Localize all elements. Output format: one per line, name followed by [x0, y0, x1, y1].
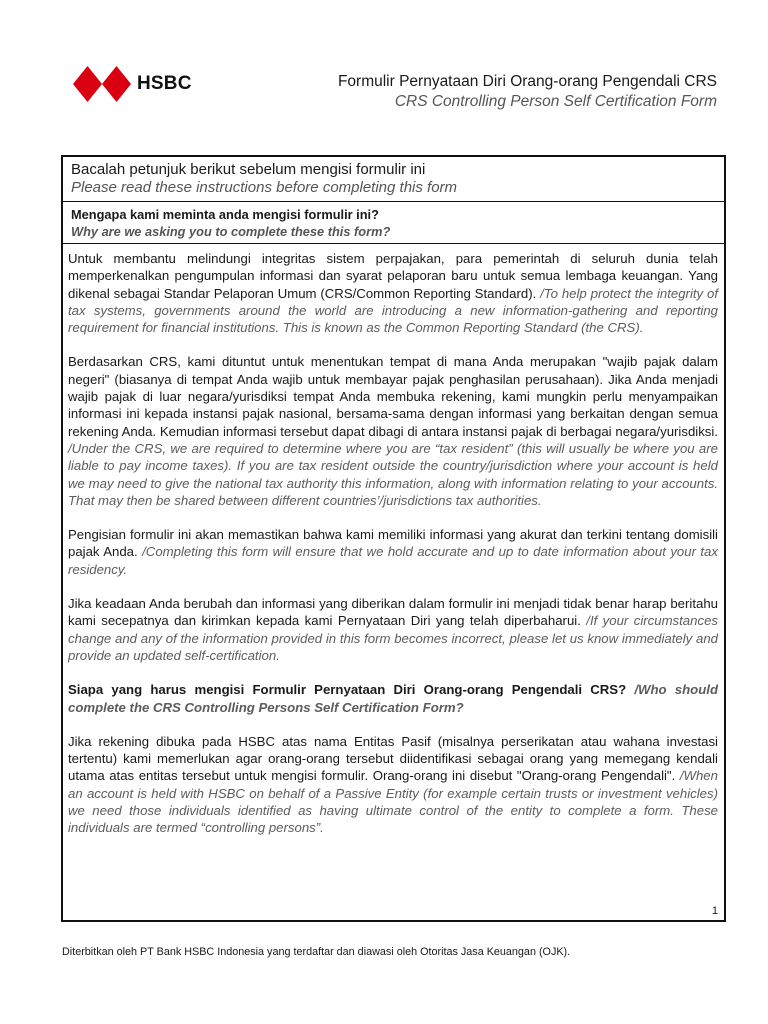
- paragraph-2-en: /Under the CRS, we are required to determine where you are “tax resident” (this will usually be where you are liable to pay income taxes). If you are tax resident outside the country/jurisdiction where your account is held we may need to give the national tax authority this information, along with information relating to your accounts. That may then be shared between different countries’/jurisdictions tax authorities.: [68, 440, 718, 508]
- heading-en: Please read these instructions before completing this form: [71, 179, 458, 196]
- form-title: [257, 72, 717, 112]
- heading-id: Bacalah petunjuk berikut sebelum mengisi formulir ini: [71, 161, 426, 178]
- why-heading: [63, 202, 724, 244]
- paragraph-4-id: Jika keadaan Anda berubah dan informasi yang diberikan dalam formulir ini menjadi tidak benar harap beritahu kami secepatnya dan kirimkan kepada kami Pernyataan Diri yang telah diperbaharui.: [68, 596, 718, 629]
- paragraph-1: [68, 250, 718, 336]
- instructions-box: [61, 155, 726, 922]
- paragraph-3-id: Pengisian formulir ini akan memastikan bahwa kami memiliki informasi yang akurat dan terkini tentang domisili pajak Anda.: [68, 527, 718, 560]
- form-title-id: Formulir Pernyataan Diri Orang-orang Pengendali CRS: [337, 73, 717, 90]
- paragraph-5-en: /When an account is held with HSBC on behalf of a Passive Entity (for example certain trusts or investment vehicles) we need those individuals identified as having ultimate control of the entity to complete a form. These individuals are termed “controlling persons”.: [68, 768, 718, 836]
- instructions-heading: [63, 157, 724, 202]
- who-heading-id: Siapa yang harus mengisi Formulir Pernyataan Diri Orang-orang Pengendali CRS?: [68, 682, 627, 698]
- paragraph-4: [68, 595, 718, 664]
- paragraph-4-en: /If your circumstances change and any of the information provided in this form becomes incorrect, please let us know immediately and provide an updated self-certification.: [68, 613, 718, 663]
- paragraph-5: [68, 733, 718, 837]
- paragraph-2-id: Berdasarkan CRS, kami dituntut untuk menentukan tempat di mana Anda merupakan "wajib pajak dalam negeri" (biasanya di tempat Anda wajib untuk membayar pajak penghasilan perusahaan). Jika Anda menjadi wajib pajak di luar negara/yurisdiksi tempat Anda membuka rekening, kami mungkin perlu menyampaikan informasi ini kepada instansi pajak nasional, bersama-sama dengan informasi yang berkaitan dengan semua rekening Anda. Kemudian informasi tersebut dapat dibagi di antara instansi pajak di berbagai negara/yurisdiksi.: [68, 354, 718, 439]
- paragraph-3: [68, 526, 718, 578]
- paragraph-3-en: /Completing this form will ensure that we hold accurate and up to date information about your tax residency.: [68, 544, 718, 577]
- why-heading-id: Mengapa kami meminta anda mengisi formulir ini?: [71, 207, 379, 222]
- paragraph-1-en: /To help protect the integrity of tax systems, governments around the world are introducing a new information-gathering and reporting requirement for financial institutions. This is known as the Common Reporting Standard (the CRS).: [68, 285, 718, 336]
- who-heading-en: /Who should complete the CRS Controlling Persons Self Certification Form?: [68, 682, 718, 715]
- logo-text: HSBC: [137, 73, 192, 94]
- instructions-body: [63, 244, 724, 837]
- why-heading-en: Why are we asking you to complete these this form?: [71, 224, 391, 239]
- footer-disclaimer: Diterbitkan oleh PT Bank HSBC Indonesia yang terdaftar dan diawasi oleh Otoritas Jasa Keuangan (OJK).: [62, 946, 571, 958]
- hsbc-hexagon-icon: [73, 66, 131, 102]
- who-heading: [68, 681, 718, 716]
- page-number: 1: [711, 905, 718, 917]
- hsbc-logo: [73, 66, 213, 102]
- paragraph-5-id: Jika rekening dibuka pada HSBC atas nama Entitas Pasif (misalnya perserikatan atau wahana investasi tertentu) kami memerlukan agar orang-orang tersebut diidentifikasi sebagai orang yang memegang kendali utama atas entitas tersebut untuk mengisi formulir. Orang-orang ini disebut "Orang-orang Pengendali".: [68, 733, 718, 784]
- paragraph-1-id: Untuk membantu melindungi integritas sistem perpajakan, para pemerintah di seluruh dunia telah memperkenalkan pengumpulan informasi dan syarat pelaporan baru untuk semua lembaga keuangan. Yang dikenal sebagai Standar Pelaporan Umum (CRS/Common Reporting Standard).: [68, 251, 718, 301]
- form-title-en: CRS Controlling Person Self Certification Form: [394, 93, 717, 110]
- paragraph-2: [68, 353, 718, 509]
